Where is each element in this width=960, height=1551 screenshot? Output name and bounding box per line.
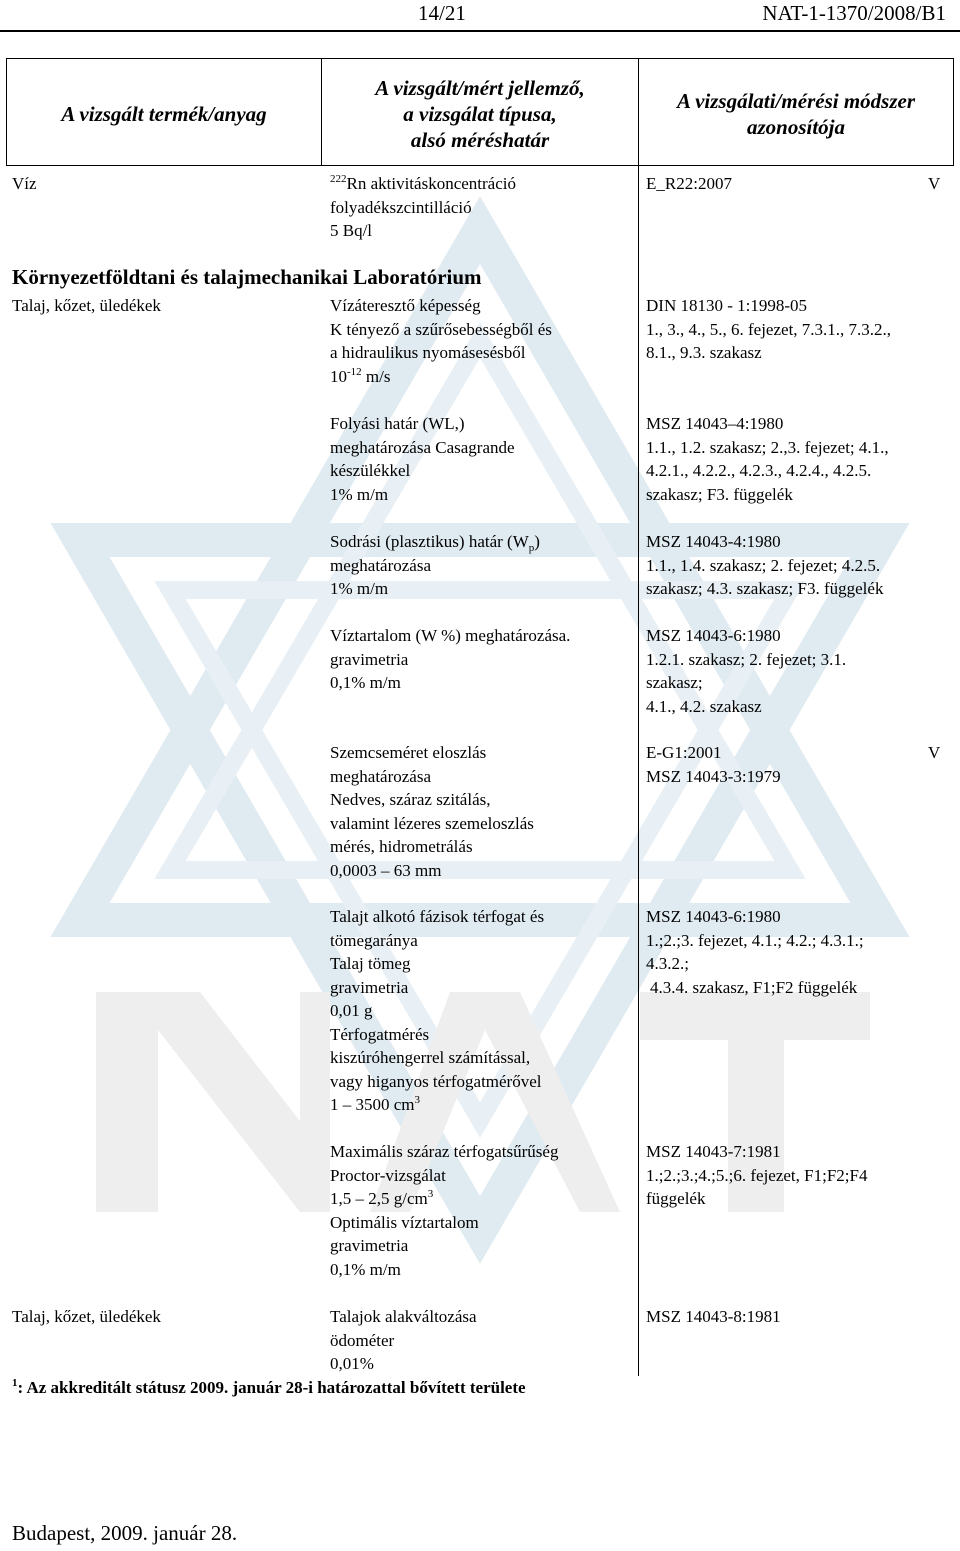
method-water-content: MSZ 14043-6:1980 1.2.1. szakasz; 2. fejezet; 3.1. szakasz; 4.1., 4.2. szakasz	[646, 626, 847, 716]
characteristic-water-content: Víztartalom (W %) meghatározása. gravimetria 0,1% m/m	[330, 626, 571, 692]
method-permeability: DIN 18130 - 1:1998-05 1., 3., 4., 5., 6. fejezet, 7.3.1., 7.3.2., 8.1., 9.3. szakasz	[646, 296, 892, 362]
characteristic-liquid-limit: Folyási határ (WL,) meghatározása Casagrande készülékkel 1% m/m	[330, 414, 515, 504]
flag-water: V	[928, 174, 941, 193]
method-phase-ratio: MSZ 14043-6:1980 1.;2.;3. fejezet, 4.1.; 4.2.; 4.3.1.; 4.3.2.; 4.3.4. szakasz, F1;F2 függelék	[646, 907, 864, 997]
header-rule	[0, 30, 960, 32]
flag-grain-size: V	[928, 743, 941, 762]
header-characteristic: A vizsgált/mért jellemző, a vizsgálat típusa, alsó méréshatár	[375, 76, 585, 152]
characteristic-proctor: Maximális száraz térfogatsűrűség Proctor-vizsgálat 1,5 – 2,5 $g/cm^3$ Optimális víztartalom gravimetria 0,1% m/m	[330, 1142, 559, 1279]
characteristic-deformation: Talajok alakváltozása ödométer 0,01%	[330, 1307, 477, 1373]
method-plastic-limit: MSZ 14043-4:1980 1.1., 1.4. szakasz; 2. fejezet; 4.2.5. szakasz; 4.3. szakasz; F3. függelék	[646, 532, 884, 598]
method-grain-size: E-G1:2001 MSZ 14043-3:1979	[646, 743, 781, 786]
characteristic-grain-size: Szemcseméret eloszlás meghatározása Nedves, száraz szitálás, valamint lézeres szemeloszlás mérés, hidrometrálás 0,0003 – 63 mm	[330, 743, 534, 880]
header-method: A vizsgálati/mérési módszer azonosítója	[676, 89, 915, 139]
header-row-bottom-border	[6, 165, 954, 166]
method-water: E_R22:2007	[646, 174, 732, 193]
characteristic-permeability: Vízáteresztő képesség K tényező a szűrősebességből és a hidraulikus nyomásesésből $10^{-12}$ m/s	[330, 296, 552, 386]
table-right-border	[953, 58, 954, 166]
characteristic-phase-ratio: Talajt alkotó fázisok térfogat és tömegaránya Talaj tömeg gravimetria 0,01 g Térfogatmérés kiszúróhengerrel számítással, vagy higanyos térfogatmérővel 1 – 3500 $cm^3$	[330, 907, 545, 1114]
table-top-border	[6, 58, 954, 59]
method-deformation: MSZ 14043-8:1981	[646, 1307, 781, 1326]
document-id: NAT-1-1370/2008/B1	[762, 1, 946, 25]
method-liquid-limit: MSZ 14043–4:1980 1.1., 1.2. szakasz; 2.,3. fejezet; 4.1., 4.2.1., 4.2.2., 4.2.3., 4.2.4., 4.2.5. szakasz; F3. függelék	[646, 414, 889, 504]
method-proctor: MSZ 14043-7:1981 1.;2.;3.;4.;5.;6. fejezet, F1;F2;F4 függelék	[646, 1142, 868, 1208]
lab-name: Környezetföldtani és talajmechanikai Laboratórium	[12, 265, 482, 289]
product-soil-2: Talaj, kőzet, üledékek	[12, 1307, 161, 1326]
characteristic-plastic-limit: Sodrási (plasztikus) határ $(W_p)$ meghatározása 1% m/m	[330, 532, 540, 598]
product-water: Víz	[12, 174, 37, 193]
product-soil: Talaj, kőzet, üledékek	[12, 296, 161, 315]
header-product: A vizsgált termék/anyag	[61, 102, 267, 126]
column-divider-2	[638, 58, 639, 1376]
footnote: $^1$: Az akkreditált státusz 2009. január 28-i határozattal bővített területe	[12, 1377, 526, 1397]
footer-place-date: Budapest, 2009. január 28.	[12, 1521, 238, 1545]
characteristic-radon: $^{222}$Rn aktivitáskoncentráció folyadékszcintilláció 5 Bq/l	[330, 173, 516, 240]
page-number: 14/21	[418, 1, 466, 25]
